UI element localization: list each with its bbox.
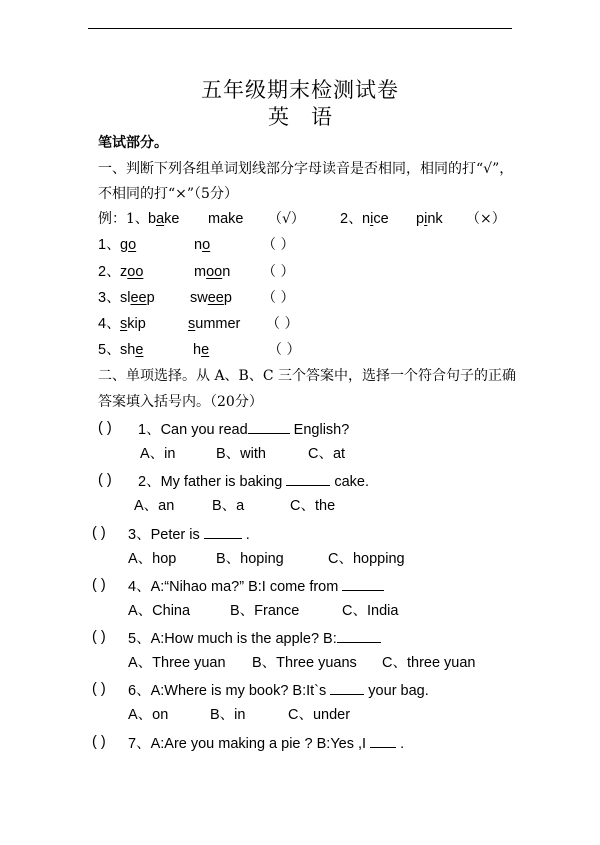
question-text: 2、My father is baking cake. [138,474,369,490]
fill-blank[interactable] [248,421,290,434]
question-text: 6、A:Where is my book? B:It`s your bag. [128,683,429,699]
fill-blank[interactable] [370,735,396,748]
example-word-1: bake [148,211,180,227]
answer-paren[interactable]: ( ) [92,734,106,750]
written-part-heading: 笔试部分。 [98,135,168,151]
item-number: 2、 [98,264,121,280]
word-b: no [194,237,211,253]
answer-paren[interactable]: （ ） [262,264,295,280]
answer-paren[interactable]: （ ） [262,237,295,253]
option-a[interactable]: A、an [134,498,175,514]
example-answer-1: （√） [268,211,305,227]
subject-title: 英语 [268,105,354,129]
answer-paren[interactable]: ( ) [92,577,106,593]
option-b[interactable]: B、France [230,603,300,619]
word-b: sweep [190,290,232,306]
option-b[interactable]: B、hoping [216,551,284,567]
answer-paren[interactable]: （ ） [266,316,299,332]
section1-instruction-2: 不相同的打“×”（5分） [98,186,238,202]
example-word-2: make [208,211,244,227]
item-number: 5、 [98,342,121,358]
word-a: zoo [120,264,144,280]
page-title: 五年级期末检测试卷 [201,78,399,102]
item-number: 3、 [98,290,121,306]
section2-instruction-1: 二、单项选择。从 A、B、C 三个答案中，选择一个符合句子的正确 [98,368,517,384]
fill-blank[interactable] [204,526,242,539]
option-c[interactable]: C、the [290,498,336,514]
option-b[interactable]: B、in [210,707,246,723]
option-c[interactable]: C、India [342,603,399,619]
answer-paren[interactable]: （ ） [262,290,295,306]
answer-paren[interactable]: ( ) [92,681,106,697]
section1-instruction-1: 一、判断下列各组单词划线部分字母读音是否相同，相同的打“√”， [98,161,514,177]
fill-blank[interactable] [330,682,364,695]
example-word-4: pink [416,211,443,227]
example-number-2: 2、 [340,211,363,227]
example-label: 例：1、 [98,211,149,227]
answer-paren[interactable]: ( ) [98,472,112,488]
word-a: skip [120,316,146,332]
word-b: he [193,342,210,358]
item-number: 4、 [98,316,121,332]
word-a: sleep [120,290,155,306]
header-rule [88,28,512,29]
question-text: 7、A:Are you making a pie ? B:Yes ,I . [128,736,405,752]
option-c[interactable]: C、at [308,446,346,462]
word-a: she [120,342,144,358]
fill-blank[interactable] [286,473,330,486]
question-text: 3、Peter is . [128,527,250,543]
section2-instruction-2: 答案填入括号内。（20分） [98,394,263,410]
option-c[interactable]: C、hopping [328,551,405,567]
answer-paren[interactable]: ( ) [92,629,106,645]
item-number: 1、 [98,237,121,253]
fill-blank[interactable] [342,578,384,591]
option-a[interactable]: A、Three yuan [128,655,226,671]
word-b: summer [188,316,241,332]
question-text: 1、Can you read English? [138,422,350,438]
fill-blank[interactable] [337,630,381,643]
question-text: 4、A:“Nihao ma?” B:I come from [128,578,384,595]
answer-paren[interactable]: ( ) [92,525,106,541]
example-answer-2: （×） [466,211,506,227]
option-c[interactable]: C、three yuan [382,655,476,671]
option-a[interactable]: A、China [128,603,191,619]
option-c[interactable]: C、under [288,707,351,723]
option-b[interactable]: B、Three yuans [252,655,357,671]
word-b: moon [194,264,231,280]
option-a[interactable]: A、in [140,446,176,462]
option-b[interactable]: B、a [212,498,245,514]
answer-paren[interactable]: （ ） [268,342,301,358]
option-a[interactable]: A、hop [128,551,177,567]
question-text: 5、A:How much is the apple? B: [128,630,381,647]
answer-paren[interactable]: ( ) [98,420,112,436]
word-a: go [120,237,137,253]
option-a[interactable]: A、on [128,707,169,723]
option-b[interactable]: B、with [216,446,266,462]
example-word-3: nice [362,211,389,227]
